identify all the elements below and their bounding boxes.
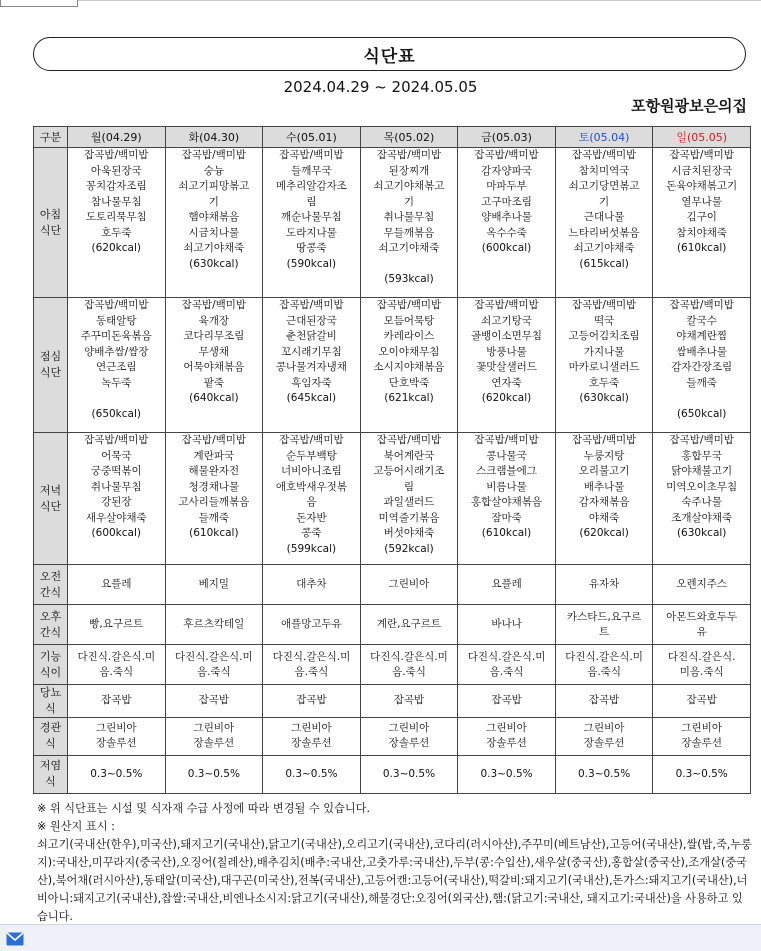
menu-cell: 빵,요구르트 [68,605,166,645]
menu-cell: 잡곡밥/백미밥 칼국수 야채계란찜 쌈배추나물 감자간장조림 들깨죽 (650kcal) [653,298,751,433]
menu-cell: 그린비아 장솔루션 [458,717,556,755]
origin-heading: ※ 원산지 표시 : [37,820,115,833]
header-day-tue: 화(04.30) [165,127,263,148]
menu-cell: 다진식.갈은식.미 음.죽식 [68,645,166,685]
menu-cell: 카스타드,요구르 트 [555,605,653,645]
menu-cell: 그린비아 장솔루션 [555,717,653,755]
row-label: 저염 식 [34,755,68,793]
menu-cell: 그린비아 [360,565,458,605]
menu-cell: 잡곡밥/백미밥 근대된장국 춘천닭갈비 꼬시래기무침 콩나물겨자냉채 흑임자죽 (645kcal) [263,298,361,433]
table-row [34,645,751,685]
table-row [34,717,751,755]
menu-cell: 잡곡밥/백미밥 콩나물국 스크램블에그 비름나물 홍합살야채볶음 잠마죽 (610kcal) [458,433,556,565]
row-label: 오전 간식 [34,565,68,605]
header-day-sat: 토(05.04) [555,127,653,148]
menu-cell: 다진식.갈은식.미 음.죽식 [165,645,263,685]
row-label: 오후 간식 [34,605,68,645]
mail-icon[interactable] [6,932,24,946]
date-range: 2024.04.29 ~ 2024.05.05 [283,78,478,96]
menu-cell: 계란,요구르트 [360,605,458,645]
menu-cell: 요플레 [68,565,166,605]
menu-cell: 잡곡밥 [555,685,653,718]
menu-cell: 다진식.갈은식.미 음.죽식 [555,645,653,685]
menu-cell: 그린비아 장솔루션 [360,717,458,755]
menu-cell: 대추차 [263,565,361,605]
menu-cell: 잡곡밥 [360,685,458,718]
menu-cell: 바나나 [458,605,556,645]
menu-cell: 잡곡밥/백미밥 들깨무국 메추리알감자조 림 깨순나물무침 도라지나물 땅콩죽 (590kcal) [263,148,361,298]
table-row [34,298,751,433]
menu-cell: 아몬드와호두두 유 [653,605,751,645]
menu-table [33,126,751,794]
menu-cell: 0.3~0.5% [68,755,166,793]
menu-cell: 잡곡밥/백미밥 떡국 고등어김치조림 가지나물 마카로니샐러드 호두죽 (630kcal) [555,298,653,433]
menu-cell: 잡곡밥 [165,685,263,718]
menu-cell: 잡곡밥/백미밥 북어계란국 고등어시래기조 림 과일샐러드 미역줄기볶음 버섯야채죽 (592kcal) [360,433,458,565]
menu-cell: 잡곡밥/백미밥 아욱된장국 꽁치감자조림 참나물무침 도토리묵무침 호두죽 (620kcal) [68,148,166,298]
browser-tab-stub [0,0,78,7]
menu-cell: 그린비아 장솔루션 [165,717,263,755]
row-label: 기능 식이 [34,645,68,685]
menu-cell: 그린비아 장솔루션 [653,717,751,755]
row-label: 아침 식단 [34,148,68,298]
top-rule [0,0,761,1]
menu-cell: 잡곡밥/백미밥 감자양파국 마파두부 고구마조림 양배추나물 옥수수죽 (600kcal) [458,148,556,298]
header-day-fri: 금(05.03) [458,127,556,148]
menu-cell: 잡곡밥/백미밥 참치미역국 쇠고기당면볶고 기 근대나물 느타리버섯볶음 쇠고기야채죽 (615kcal) [555,148,653,298]
row-label: 경관 식 [34,717,68,755]
menu-cell: 잡곡밥 [263,685,361,718]
menu-cell: 잡곡밥/백미밥 시금치된장국 돈육야채볶고기 열무나물 김구이 참치야채죽 (610kcal) [653,148,751,298]
menu-cell: 잡곡밥/백미밥 모듬어묵탕 카레라이스 오이야채무침 소시지야채볶음 단호박죽 (621kcal) [360,298,458,433]
menu-cell: 잡곡밥 [458,685,556,718]
menu-cell: 그린비아 장솔루션 [68,717,166,755]
menu-cell: 0.3~0.5% [360,755,458,793]
table-row [34,565,751,605]
table-row [34,148,751,298]
row-label: 저녁 식단 [34,433,68,565]
menu-cell: 잡곡밥/백미밥 된장찌개 쇠고기야채볶고 기 취나물무침 무들깨볶음 쇠고기야채죽 (593kcal) [360,148,458,298]
menu-cell: 다진식.갈은식.미 음.죽식 [458,645,556,685]
table-row [34,755,751,793]
menu-cell: 0.3~0.5% [263,755,361,793]
header-day-sun: 일(05.05) [653,127,751,148]
menu-cell: 잡곡밥/백미밥 순두부백탕 너비아니조림 애호박새우젓볶 음 돈자반 콩죽 (599kcal) [263,433,361,565]
menu-cell: 0.3~0.5% [165,755,263,793]
footer-bar [0,924,761,951]
menu-cell: 0.3~0.5% [555,755,653,793]
menu-cell: 잡곡밥/백미밥 육개장 코다리무조림 무생채 어묵야채볶음 팥죽 (640kcal) [165,298,263,433]
change-notice: ※ 위 식단표는 시설 및 식자재 수급 사정에 따라 변경될 수 있습니다. [37,802,371,815]
menu-cell: 잡곡밥/백미밥 동태알탕 주꾸미돈육볶음 양배추쌈/쌈장 연근조림 녹두죽 (650kcal) [68,298,166,433]
row-label: 당뇨 식 [34,685,68,718]
menu-cell: 요플레 [458,565,556,605]
header-day-mon: 월(04.29) [68,127,166,148]
menu-cell: 잡곡밥 [653,685,751,718]
menu-cell: 다진식.갈은식. 미음.죽식 [653,645,751,685]
menu-cell: 0.3~0.5% [458,755,556,793]
menu-cell: 잡곡밥 [68,685,166,718]
header-day-wed: 수(05.01) [263,127,361,148]
row-label: 점심 식단 [34,298,68,433]
header-day-thu: 목(05.02) [360,127,458,148]
table-row [34,605,751,645]
menu-cell: 잡곡밥/백미밥 누룽지탕 오리불고기 배추나물 감자채볶음 야채죽 (620kcal) [555,433,653,565]
header-corner: 구분 [34,127,68,148]
table-row [34,433,751,565]
menu-cell: 잡곡밥/백미밥 숭늉 쇠고기피망볶고 기 햄야채볶음 시금치나물 쇠고기야채죽 (630kcal) [165,148,263,298]
menu-cell: 0.3~0.5% [653,755,751,793]
page-title: 식단표 [33,37,746,71]
menu-cell: 잡곡밥/백미밥 어묵국 궁중떡볶이 취나물무침 강된장 새우살야채죽 (600kcal) [68,433,166,565]
menu-cell: 잡곡밥/백미밥 계란파국 해물완자전 청경채나물 고사리들깨볶음 들깨죽 (610kcal) [165,433,263,565]
menu-cell: 다진식.갈은식.미 음.죽식 [263,645,361,685]
organization-name: 포항원광보은의집 [631,97,747,115]
menu-cell: 다진식.갈은식.미 음.죽식 [360,645,458,685]
menu-cell: 유자차 [555,565,653,605]
menu-cell: 잡곡밥/백미밥 쇠고기탕국 골뱅이소면무침 방풍나물 꽃맛살샐러드 연자죽 (620kcal) [458,298,556,433]
menu-cell: 그린비아 장솔루션 [263,717,361,755]
origin-details: 쇠고기(국내산(한우),미국산),돼지고기(국내산),닭고기(국내산),오리고기(국내산),코다리(러시아산),주꾸미(베트남산),고등어(국내산),쌀(밥,죽,누룽지):국내산,미꾸라지(중국산),오징어(칠레산),배추김치(배추:국내산,고춧가루:국내산),두부(콩:수입산),새우살(중국산),홍합살(중국산),조개살(중국산),북어채(러시아산),동태알(미국산),대구곤(미국산),전복(국내산),고등어캔:고등어(국내산),떡갈비:돼지고기(국내산),돈가스:돼지고기(국내산),너비아니:돼지고기(국내산),찹쌀:국내산,비엔나소시지:닭고기(국내산),해물경단:오징어(외국산),햄:(닭고기:국내산, 돼지고기:국내산)을 사용하고 있습니다. [37,838,752,923]
menu-cell: 후르츠칵테일 [165,605,263,645]
notes [37,800,752,926]
table-header-row [34,127,751,148]
menu-cell: 오렌지주스 [653,565,751,605]
table-row [34,685,751,718]
menu-cell: 애플망고두유 [263,605,361,645]
menu-cell: 잡곡밥/백미밥 홍합무국 닭야채불고기 미역오이초무침 숙주나물 조개살야채죽 (630kcal) [653,433,751,565]
menu-cell: 베지밀 [165,565,263,605]
